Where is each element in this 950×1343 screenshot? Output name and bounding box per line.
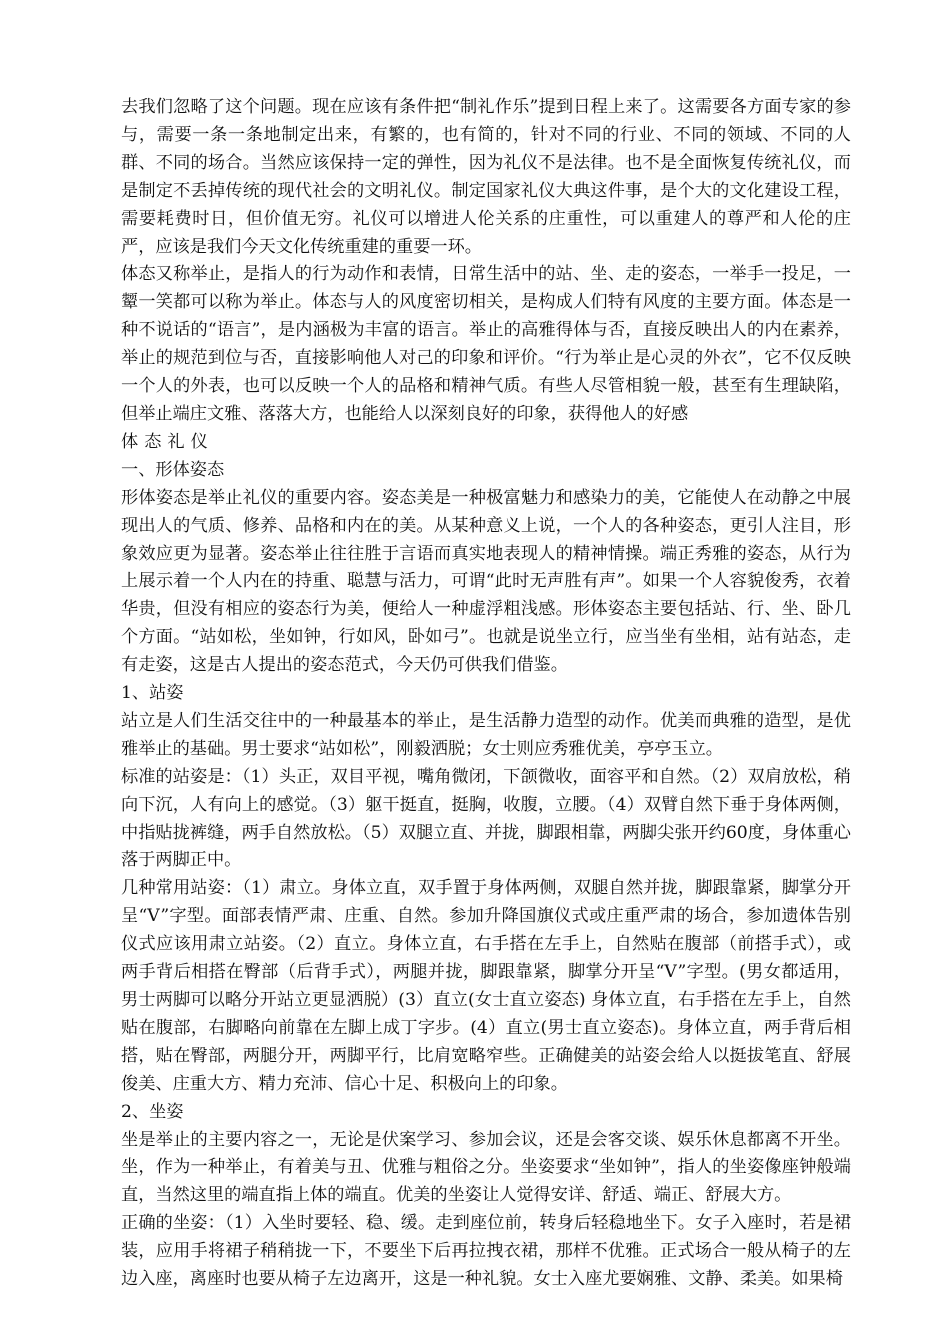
paragraph-ritual-system: 去我们忽略了这个问题。现在应该有条件把“制礼作乐”提到日程上来了。这需要各方面专家的参与，需要一条一条地制定出来，有繁的，也有简的，针对不同的行业、不同的领域、不同的人群、不同的场合。当然应该保持一定的弹性，因为礼仪不是法律。也不是全面恢复传统礼仪，而是制定不丢掉传统的现代社会的文明礼仪。制定国家礼仪大典这件事，是个大的文化建设工程，需要耗费时日，但价值无穷。礼仪可以增进人伦关系的庄重性，可以重建人的尊严和人伦的庄严，应该是我们今天文化传统重建的重要一环。 xyxy=(121,97,851,257)
paragraph-standard-standing: 标准的站姿是：（1）头正，双目平视，嘴角微闭，下颌微收，面容平和自然。（2）双肩放松，稍向下沉，人有向上的感觉。（3）躯干挺直，挺胸，收腹，立腰。（4）双臂自然下垂于身体两侧，中指贴拢裤缝，两手自然放松。（5）双腿立直、并拢，脚跟相靠，两脚尖张开约60度，身体重心落于两脚正中。 xyxy=(121,766,851,871)
subheading-body-posture: 一、形体姿态 xyxy=(121,459,225,480)
paragraph-common-standing: 几种常用站姿：（1）肃立。身体立直，双手置于身体两侧，双腿自然并拢，脚跟靠紧，脚掌分开呈“V”字型。面部表情严肃、庄重、自然。参加升降国旗仪式或庄重严肃的场合，参加遗体告别仪式应该用肃立站姿。（2）直立。身体立直，右手搭在左手上，自然贴在腹部（前搭手式），或两手背后相搭在臀部（后背手式），两腿并拢，脚跟靠紧，脚掌分开呈“V”字型。(男女都适用，男士两脚可以略分开站立更显洒脱）(3）直立(女士直立姿态) 身体立直，右手搭在左手上，自然贴在腹部，右脚略向前靠在左脚上成丁字步。(4）直立(男士直立姿态)。身体立直，两手背后相搭，贴在臀部，两腿分开，两脚平行，比肩宽略窄些。正确健美的站姿会给人以挺拔笔直、舒展俊美、庄重大方、精力充沛、信心十足、积极向上的印象。 xyxy=(121,878,851,1094)
subheading-sitting: 2、坐姿 xyxy=(121,1101,184,1122)
paragraph-sitting-intro: 坐是举止的主要内容之一，无论是伏案学习、参加会议，还是会客交谈、娱乐休息都离不开坐。坐，作为一种举止，有着美与丑、优雅与粗俗之分。坐姿要求“坐如钟”，指人的坐姿像座钟般端直，当然这里的端直指上体的端直。优美的坐姿让人觉得安详、舒适、端正、舒展大方。 xyxy=(121,1129,851,1206)
section-title-posture-etiquette: 体态礼仪 xyxy=(121,431,214,452)
paragraph-standing-intro: 站立是人们生活交往中的一种最基本的举止，是生活静力造型的动作。优美而典雅的造型，是优雅举止的基础。男士要求“站如松”，刚毅洒脱；女士则应秀雅优美，亭亭玉立。 xyxy=(121,710,851,759)
document-body xyxy=(121,94,851,1294)
paragraph-body-posture: 形体姿态是举止礼仪的重要内容。姿态美是一种极富魅力和感染力的美，它能使人在动静之中展现出人的气质、修养、品格和内在的美。从某种意义上说，一个人的各种姿态，更引人注目，形象效应更为显著。姿态举止往往胜于言语而真实地表现人的精神情操。端正秀雅的姿态，从行为上展示着一个人内在的持重、聪慧与活力，可谓“此时无声胜有声”。如果一个人容貌俊秀，衣着华贵，但没有相应的姿态行为美，便给人一种虚浮粗浅感。形体姿态主要包括站、行、坐、卧几个方面。“站如松，坐如钟，行如风，卧如弓”。也就是说坐立行，应当坐有坐相，站有站态，走有走姿，这是古人提出的姿态范式，今天仍可供我们借鉴。 xyxy=(121,487,851,676)
paragraph-correct-sitting: 正确的坐姿：（1）入坐时要轻、稳、缓。走到座位前，转身后轻稳地坐下。女子入座时，若是裙装，应用手将裙子稍稍拢一下，不要坐下后再拉拽衣裙，那样不优雅。正式场合一般从椅子的左边入座，离座时也要从椅子左边离开，这是一种礼貌。女士入座尤要娴雅、文静、柔美。如果椅 xyxy=(121,1213,851,1290)
subheading-standing: 1、站姿 xyxy=(121,683,184,704)
paragraph-posture-definition: 体态又称举止，是指人的行为动作和表情，日常生活中的站、坐、走的姿态，一举手一投足，一颦一笑都可以称为举止。体态与人的风度密切相关，是构成人们特有风度的主要方面。体态是一种不说话的“语言”，是内涵极为丰富的语言。举止的高雅得体与否，直接反映出人的内在素养，举止的规范到位与否，直接影响他人对己的印象和评价。“行为举止是心灵的外衣”，它不仅反映一个人的外表，也可以反映一个人的品格和精神气质。有些人尽管相貌一般，甚至有生理缺陷，但举止端庄文雅、落落大方，也能给人以深刻良好的印象，获得他人的好感 xyxy=(121,264,851,424)
